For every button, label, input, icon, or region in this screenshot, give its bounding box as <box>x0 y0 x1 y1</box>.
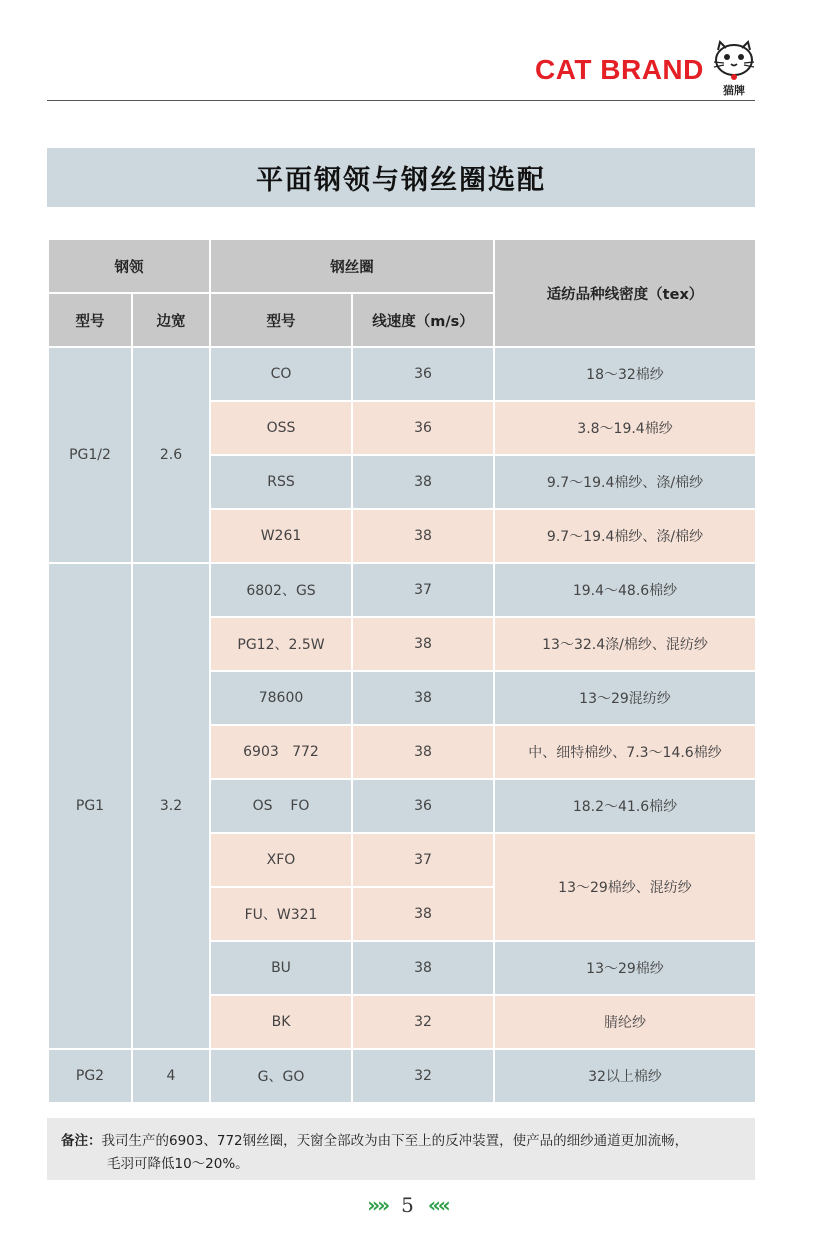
speed-cell: 32 <box>352 1049 494 1103</box>
traveler-model-cell: FU、W321 <box>210 887 352 941</box>
table-row <box>48 563 756 617</box>
count-cell: 腈纶纱 <box>494 995 756 1049</box>
ring-model-cell: PG1 <box>48 563 132 1049</box>
remark-label: 备注： <box>61 1133 102 1149</box>
count-cell: 13～29棉纱 <box>494 941 756 995</box>
ring-width-cell: 2.6 <box>132 347 210 563</box>
table-row <box>48 1049 756 1103</box>
header-ring: 钢领 <box>48 239 210 293</box>
traveler-model-cell: PG12、2.5W <box>210 617 352 671</box>
brand-name: CAT BRAND <box>535 54 704 85</box>
count-cell: 18.2～41.6棉纱 <box>494 779 756 833</box>
header-ring-model: 型号 <box>48 293 132 347</box>
page-title: 平面钢领与钢丝圈选配 <box>47 148 755 207</box>
speed-cell: 37 <box>352 563 494 617</box>
header-traveler-model: 型号 <box>210 293 352 347</box>
speed-cell: 38 <box>352 617 494 671</box>
header-speed: 线速度（m/s） <box>352 293 494 347</box>
traveler-model-cell: RSS <box>210 455 352 509</box>
remark-line-1: 我司生产的6903、772钢丝圈，天窗全部改为由下至上的反冲装置，使产品的细纱通道更加流畅， <box>101 1133 689 1149</box>
traveler-model-cell: OSS <box>210 401 352 455</box>
header-divider <box>47 100 755 101</box>
cat-logo-icon <box>708 40 760 96</box>
count-cell: 9.7～19.4棉纱、涤/棉纱 <box>494 509 756 563</box>
speed-cell: 38 <box>352 941 494 995</box>
count-cell: 9.7～19.4棉纱、涤/棉纱 <box>494 455 756 509</box>
traveler-model-cell: 6903 772 <box>210 725 352 779</box>
double-chevron-left-icon: «« <box>427 1193 448 1217</box>
header-traveler: 钢丝圈 <box>210 239 494 293</box>
header-count: 适纺品种线密度（tex） <box>494 239 756 347</box>
speed-cell: 32 <box>352 995 494 1049</box>
count-cell: 3.8～19.4棉纱 <box>494 401 756 455</box>
page-footer <box>0 1190 815 1220</box>
traveler-model-cell: OS FO <box>210 779 352 833</box>
speed-cell: 36 <box>352 401 494 455</box>
count-cell: 19.4～48.6棉纱 <box>494 563 756 617</box>
traveler-model-cell: BK <box>210 995 352 1049</box>
count-cell: 32以上棉纱 <box>494 1049 756 1103</box>
traveler-model-cell: BU <box>210 941 352 995</box>
header-ring-width: 边宽 <box>132 293 210 347</box>
ring-width-cell: 4 <box>132 1049 210 1103</box>
count-cell: 13～29棉纱、混纺纱 <box>494 833 756 941</box>
ring-width-cell: 3.2 <box>132 563 210 1049</box>
speed-cell: 36 <box>352 779 494 833</box>
traveler-model-cell: G、GO <box>210 1049 352 1103</box>
count-cell: 中、细特棉纱、7.3～14.6棉纱 <box>494 725 756 779</box>
count-cell: 18～32棉纱 <box>494 347 756 401</box>
logo-lettering: 猫牌 <box>723 84 745 96</box>
brand-header <box>530 40 770 100</box>
traveler-model-cell: 6802、GS <box>210 563 352 617</box>
speed-cell: 38 <box>352 509 494 563</box>
speed-cell: 38 <box>352 887 494 941</box>
traveler-model-cell: W261 <box>210 509 352 563</box>
traveler-model-cell: CO <box>210 347 352 401</box>
table-row <box>48 347 756 401</box>
double-chevron-right-icon: »» <box>367 1193 388 1217</box>
ring-model-cell: PG1/2 <box>48 347 132 563</box>
speed-cell: 38 <box>352 671 494 725</box>
table-header-row <box>48 239 756 293</box>
ring-model-cell: PG2 <box>48 1049 132 1103</box>
count-cell: 13～32.4涤/棉纱、混纺纱 <box>494 617 756 671</box>
ring-traveler-table <box>47 238 757 1104</box>
speed-cell: 37 <box>352 833 494 887</box>
traveler-model-cell: 78600 <box>210 671 352 725</box>
traveler-model-cell: XFO <box>210 833 352 887</box>
page-number: 5 <box>401 1193 414 1217</box>
count-cell: 13～29混纺纱 <box>494 671 756 725</box>
remark-line-2: 毛羽可降低10～20%。 <box>107 1156 249 1172</box>
speed-cell: 36 <box>352 347 494 401</box>
speed-cell: 38 <box>352 455 494 509</box>
speed-cell: 38 <box>352 725 494 779</box>
remark-note <box>47 1118 755 1180</box>
